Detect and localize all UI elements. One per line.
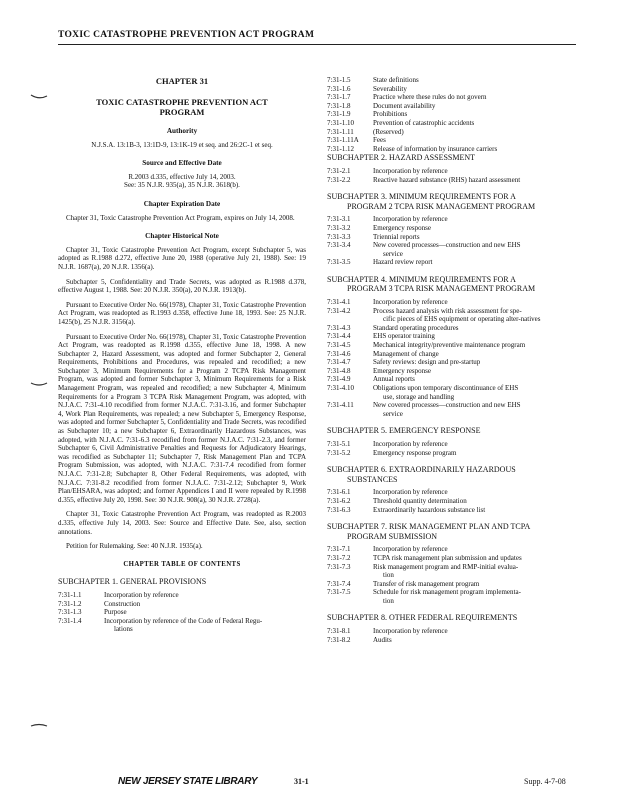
section-title-text: State definitions bbox=[373, 76, 419, 84]
section-number: 7:31-4.3 bbox=[327, 323, 351, 332]
chapter-title: TOXIC CATASTROPHE PREVENTION ACT PROGRAM bbox=[96, 97, 268, 117]
section-number: 7:31-5.2 bbox=[327, 448, 351, 457]
section-number: 7:31-4.4 bbox=[327, 332, 351, 341]
section-title bbox=[373, 449, 585, 458]
section-number: 7:31-3.3 bbox=[327, 232, 351, 241]
toc-entry bbox=[327, 350, 585, 359]
section-number: 7:31-1.3 bbox=[58, 608, 82, 617]
subchapter-heading bbox=[327, 275, 585, 294]
section-title-text: Severability bbox=[373, 84, 407, 93]
section-title bbox=[373, 367, 585, 376]
section-title-text: Process hazard analysis with risk assessment for spe- bbox=[373, 306, 522, 315]
section-title bbox=[373, 375, 585, 384]
subchapter-heading-text: SUBCHAPTER 7. RISK MANAGEMENT PLAN AND TCPA bbox=[327, 522, 531, 532]
section-title bbox=[373, 580, 585, 589]
margin-mark bbox=[30, 722, 48, 728]
toc-entry bbox=[327, 298, 585, 307]
toc-entry bbox=[327, 375, 585, 384]
toc-continued-entries bbox=[327, 76, 585, 153]
section-number: 7:31-1.5 bbox=[327, 76, 351, 84]
historical-paragraph: Chapter 31, Toxic Catastrophe Prevention Act Program, except Subchapter 5, was adopted as R.1988 d.272, effective June 20, 1988 (operative July 21, 1988). See: 19 N.J.R. 1687(a), 20 N.J.R. 1356(a). bbox=[58, 245, 306, 271]
section-title-continued: use, storage and handling bbox=[383, 392, 455, 401]
toc-entry bbox=[327, 449, 585, 458]
section-title-text: Incorporation by reference bbox=[373, 439, 448, 448]
section-title-text: Schedule for risk management program implementa- bbox=[373, 588, 521, 597]
toc-entry bbox=[58, 600, 306, 609]
section-title-text: Fees bbox=[373, 136, 386, 145]
section-title-text: Prohibitions bbox=[373, 110, 408, 119]
section-number: 7:31-4.9 bbox=[327, 375, 351, 384]
section-number: 7:31-4.2 bbox=[327, 306, 351, 315]
section-title bbox=[373, 93, 585, 102]
subchapter-heading-text: SUBCHAPTER 4. MINIMUM REQUIREMENTS FOR A bbox=[327, 274, 516, 284]
section-number: 7:31-8.2 bbox=[327, 635, 351, 644]
section-number: 7:31-1.6 bbox=[327, 84, 351, 93]
section-number: 7:31-6.1 bbox=[327, 488, 351, 497]
section-number: 7:31-8.1 bbox=[327, 627, 351, 636]
toc-entry bbox=[327, 627, 585, 636]
page-number: 31-1 bbox=[294, 777, 309, 786]
section-title-text: Emergency response bbox=[373, 223, 431, 232]
toc-entry bbox=[58, 608, 306, 617]
toc-entry bbox=[327, 76, 585, 85]
toc-entry bbox=[58, 617, 306, 634]
section-title-text: Emergency response program bbox=[373, 448, 457, 457]
section-title bbox=[373, 384, 585, 401]
library-stamp: NEW JERSEY STATE LIBRARY bbox=[118, 776, 258, 787]
section-number: 7:31-3.1 bbox=[327, 215, 351, 224]
section-number: 7:31-3.2 bbox=[327, 223, 351, 232]
toc-entry bbox=[327, 119, 585, 128]
section-title-text: Audits bbox=[373, 635, 392, 644]
toc-entry bbox=[327, 401, 585, 418]
section-title bbox=[373, 627, 585, 636]
expiration-text: Chapter 31, Toxic Catastrophe Prevention Act Program, expires on July 14, 2008. bbox=[66, 213, 295, 222]
section-title bbox=[373, 324, 585, 333]
section-title-text: Incorporation by reference bbox=[104, 590, 179, 599]
subchapter-heading-text: SUBCHAPTER 5. EMERGENCY RESPONSE bbox=[327, 426, 481, 436]
subchapter-heading bbox=[58, 577, 306, 587]
section-title bbox=[373, 497, 585, 506]
toc-entry bbox=[327, 110, 585, 119]
toc-entry bbox=[327, 215, 585, 224]
section-title bbox=[373, 258, 585, 267]
section-number: 7:31-1.11A bbox=[327, 136, 359, 145]
toc-entry bbox=[327, 384, 585, 401]
section-number: 7:31-4.1 bbox=[327, 298, 351, 307]
section-title-continued: service bbox=[383, 249, 403, 258]
section-title bbox=[373, 440, 585, 449]
section-number: 7:31-1.7 bbox=[327, 93, 351, 102]
subchapter-heading bbox=[327, 522, 585, 541]
section-number: 7:31-1.1 bbox=[58, 590, 82, 599]
section-title bbox=[104, 608, 306, 617]
historical-paragraph: Subchapter 5, Confidentiality and Trade Secrets, was adopted as R.1988 d.378, effective August 1, 1988. See: 20 N.J.R. 350(a), 20 N.J.R. 1913(b). bbox=[58, 277, 306, 295]
section-title bbox=[373, 307, 585, 324]
toc-entry bbox=[327, 145, 585, 154]
section-title-text: New covered processes—construction and new EHS bbox=[373, 241, 521, 250]
section-title-text: Release of information by insurance carriers bbox=[373, 144, 498, 153]
section-title-text: Safety reviews: design and pre-startup bbox=[373, 358, 481, 367]
section-title bbox=[373, 545, 585, 554]
toc-entry bbox=[327, 324, 585, 333]
toc-entry bbox=[327, 93, 585, 102]
section-title-text: Triennial reports bbox=[373, 232, 420, 241]
toc-entry bbox=[327, 545, 585, 554]
source-line-2: See: 35 N.J.R. 935(a), 35 N.J.R. 3618(b). bbox=[124, 181, 240, 190]
section-title bbox=[373, 215, 585, 224]
section-title-text: Reactive hazard substance (RHS) hazard assessment bbox=[373, 175, 521, 184]
section-number: 7:31-1.11 bbox=[327, 127, 354, 136]
section-title bbox=[373, 554, 585, 563]
section-number: 7:31-7.1 bbox=[327, 545, 351, 554]
section-number: 7:31-3.4 bbox=[327, 241, 351, 250]
section-title bbox=[373, 119, 585, 128]
section-number: 7:31-6.2 bbox=[327, 496, 351, 505]
section-title-continued: lations bbox=[114, 625, 133, 634]
authority-heading: Authority bbox=[166, 127, 198, 135]
section-title bbox=[104, 591, 306, 600]
section-number: 7:31-7.5 bbox=[327, 588, 351, 597]
section-title bbox=[373, 488, 585, 497]
section-number: 7:31-7.2 bbox=[327, 553, 351, 562]
section-number: 7:31-2.1 bbox=[327, 166, 351, 175]
section-number: 7:31-1.2 bbox=[58, 599, 82, 608]
section-title bbox=[104, 617, 306, 634]
left-column bbox=[58, 76, 306, 634]
toc-entry bbox=[327, 497, 585, 506]
subchapter-heading bbox=[327, 426, 585, 436]
section-title bbox=[373, 136, 585, 145]
section-number: 7:31-4.7 bbox=[327, 358, 351, 367]
section-number: 7:31-1.8 bbox=[327, 101, 351, 110]
section-number: 7:31-1.12 bbox=[327, 144, 355, 153]
right-column bbox=[327, 76, 585, 644]
section-number: 7:31-5.1 bbox=[327, 439, 351, 448]
toc-entry bbox=[327, 176, 585, 185]
section-title bbox=[373, 102, 585, 111]
subchapter-heading-text: SUBCHAPTER 8. OTHER FEDERAL REQUIREMENTS bbox=[327, 613, 518, 623]
section-title bbox=[373, 145, 585, 154]
section-title-text: Prevention of catastrophic accidents bbox=[373, 118, 475, 127]
section-title bbox=[373, 350, 585, 359]
section-title bbox=[373, 241, 585, 258]
section-title-text: Construction bbox=[104, 599, 141, 608]
historical-heading: Chapter Historical Note bbox=[145, 232, 219, 241]
section-title bbox=[373, 167, 585, 176]
toc-entry bbox=[58, 591, 306, 600]
historical-paragraph: Pursuant to Executive Order No. 66(1978), Chapter 31, Toxic Catastrophe Prevention Act Program, was readopted as R.1993 d.358, effective June 18, 1993. See: 25 N.J.R. 1425(b), 25 N.J.R. 3156(a). bbox=[58, 300, 306, 326]
supplement-date: Supp. 4-7-08 bbox=[524, 777, 566, 786]
section-number: 7:31-7.3 bbox=[327, 562, 351, 571]
subchapter-heading-continued: SUBSTANCES bbox=[347, 474, 398, 484]
toc-entry bbox=[327, 440, 585, 449]
running-head: TOXIC CATASTROPHE PREVENTION ACT PROGRAM bbox=[58, 30, 315, 40]
toc-entry bbox=[327, 506, 585, 515]
toc-entry bbox=[327, 85, 585, 94]
margin-mark bbox=[30, 381, 48, 387]
subchapter-heading-text: SUBCHAPTER 3. MINIMUM REQUIREMENTS FOR A bbox=[327, 192, 516, 202]
section-title-text: Incorporation by reference bbox=[373, 488, 448, 497]
section-number: 7:31-1.9 bbox=[327, 110, 351, 119]
section-title bbox=[373, 176, 585, 185]
historical-paragraph: Petition for Rulemaking. See: 40 N.J.R. 1935(a). bbox=[66, 542, 203, 551]
section-title-text: New covered processes—construction and new EHS bbox=[373, 401, 521, 410]
section-title-text: Incorporation by reference bbox=[373, 215, 448, 224]
section-title-text: Emergency response bbox=[373, 366, 431, 375]
toc-entry bbox=[327, 102, 585, 111]
toc-entry bbox=[327, 358, 585, 367]
section-number: 7:31-4.11 bbox=[327, 401, 354, 410]
section-title-text: Annual reports bbox=[373, 375, 415, 384]
section-title-continued: tion bbox=[383, 571, 394, 580]
section-title bbox=[373, 358, 585, 367]
section-number: 7:31-7.4 bbox=[327, 579, 351, 588]
margin-mark bbox=[30, 93, 48, 99]
section-title-text: Practice where these rules do not govern bbox=[373, 93, 487, 102]
subchapter-heading bbox=[327, 153, 585, 163]
toc-entry bbox=[327, 332, 585, 341]
section-title-text: Mechanical integrity/preventive maintenance program bbox=[373, 341, 526, 350]
section-title bbox=[373, 85, 585, 94]
section-title bbox=[373, 224, 585, 233]
toc-entry bbox=[327, 341, 585, 350]
section-title bbox=[373, 588, 585, 605]
toc-heading: CHAPTER TABLE OF CONTENTS bbox=[123, 560, 241, 568]
toc-entry bbox=[327, 233, 585, 242]
section-title bbox=[373, 76, 585, 85]
section-number: 7:31-4.8 bbox=[327, 366, 351, 375]
section-title-text: Transfer of risk management program bbox=[373, 579, 480, 588]
section-title bbox=[373, 298, 585, 307]
section-title-text: TCPA risk management plan submission and updates bbox=[373, 553, 522, 562]
toc-entry bbox=[327, 241, 585, 258]
section-number: 7:31-4.10 bbox=[327, 384, 355, 392]
historical-paragraph: Pursuant to Executive Order No. 66(1978), Chapter 31, Toxic Catastrophe Prevention Act Program, was readopted as R.1998 d.355, effective June 18, 1998. A new Subchapter 2, Hazard Assessment, was adopted and former Subchapter 2, General Requirements, Prohibitions and Procedures, was repealed and recodified; a new Subchapter 3, Minimum Requirements for a Program 2 TCPA Risk Management Program, was adopted and former Subchapter 3, Minimum Requirements for a Risk Management Program, was repealed and recodified; a new Subchapter 4, Minimum Requirements for a Program 3 TCPA Risk Management Program, was adopted, with N.J.A.C. 7:31-4.10 recodified from former N.J.A.C. 7:31-3.16, and former Subchapter 4, Work Plan Requirements, was repealed; a new Subchapter 5, Emergency Response, was adopted and former Subchapter 5, Confidentiality and Trade Secrets, was recodified as Subchapter 10; a new Subchapter 6, Extraordinarily Hazardous Substances, was adopted, with N.J.A.C. 7:31-6.3 recodified from former N.J.A.C. 7:31-2.3, and former Subchapter 6, Civil Administrative Penalties and Requests for Adjudicatory Hearings, was recodified as Subchapter 11; Subchapter 7, Risk Management Plan and TCPA Program Submission, was adopted, with N.J.A.C. 7:31-7.4 recodified from former N.J.A.C. 7:31-2.8; Subchapter 8, Other Federal Requirements, was adopted, with N.J.A.C. 7:31-8.2 recodified from former N.J.A.C. 7:31-2.12; Subchapter 9, Work Plan/EHSARA, was adopted; and former Appendices I and II were repealed by R.1998 d.355, effective July 20, 1998. See: 30 N.J.R. 908(a), 30 N.J.R. 2728(a). bbox=[58, 332, 306, 504]
historical-paragraph: Chapter 31, Toxic Catastrophe Prevention Act Program, was readopted as R.2003 d.335, effective July 14, 2003. See: Source and Effective Date. See, also, section annotations. bbox=[58, 510, 306, 536]
section-title bbox=[373, 636, 585, 645]
section-number: 7:31-4.6 bbox=[327, 349, 351, 358]
toc-entry bbox=[327, 554, 585, 563]
section-title-text: Incorporation by reference bbox=[373, 166, 448, 175]
subchapter-heading-continued: PROGRAM 2 TCPA RISK MANAGEMENT PROGRAM bbox=[347, 201, 536, 211]
section-title bbox=[373, 506, 585, 515]
toc-entry bbox=[327, 128, 585, 137]
header-rule bbox=[58, 44, 576, 45]
section-title bbox=[373, 332, 585, 341]
section-number: 7:31-3.5 bbox=[327, 258, 351, 267]
section-title-text: Incorporation by reference bbox=[373, 627, 448, 636]
subchapter-heading-text: SUBCHAPTER 1. GENERAL PROVISIONS bbox=[58, 577, 207, 587]
section-title-text: EHS operator training bbox=[373, 332, 435, 341]
chapter-number: CHAPTER 31 bbox=[155, 76, 209, 86]
section-title bbox=[373, 401, 585, 418]
subchapter-heading bbox=[327, 465, 585, 484]
toc-entry bbox=[327, 307, 585, 324]
source-heading: Source and Effective Date bbox=[142, 159, 222, 168]
toc-entry bbox=[327, 563, 585, 580]
subchapter-heading-text: SUBCHAPTER 2. HAZARD ASSESSMENT bbox=[327, 153, 476, 163]
section-title-text: Obligations upon temporary discontinuance of EHS bbox=[373, 384, 519, 392]
section-title-text: Management of change bbox=[373, 349, 439, 358]
section-title-text: Extraordinarily hazardous substance list bbox=[373, 505, 486, 514]
source-line-1: R.2003 d.335, effective July 14, 2003. bbox=[128, 172, 236, 181]
authority-text: N.J.S.A. 13:1B-3, 13:1D-9, 13:1K-19 et seq. and 26:2C-1 et seq. bbox=[91, 140, 273, 149]
toc-entry bbox=[327, 636, 585, 645]
section-title-text: Purpose bbox=[104, 608, 127, 617]
section-number: 7:31-1.4 bbox=[58, 616, 82, 625]
section-title-continued: service bbox=[383, 409, 403, 418]
section-number: 7:31-4.5 bbox=[327, 341, 351, 350]
toc-entry bbox=[327, 167, 585, 176]
subchapter-heading bbox=[327, 192, 585, 211]
section-title bbox=[373, 563, 585, 580]
toc-entry bbox=[327, 367, 585, 376]
section-title-text: Threshold quantity determination bbox=[373, 496, 467, 505]
toc-entry bbox=[327, 488, 585, 497]
section-title-text: Document availability bbox=[373, 101, 436, 110]
section-title-text: Standard operating procedures bbox=[373, 323, 459, 332]
toc-entry bbox=[327, 580, 585, 589]
subchapter-heading bbox=[327, 613, 585, 623]
section-title bbox=[104, 600, 306, 609]
section-title-text: Hazard review report bbox=[373, 258, 433, 267]
subchapter-heading-continued: PROGRAM 3 TCPA RISK MANAGEMENT PROGRAM bbox=[347, 284, 536, 294]
section-title-text: Risk management program and RMP-initial evalua- bbox=[373, 562, 519, 571]
section-number: 7:31-1.10 bbox=[327, 118, 355, 127]
section-title-continued: tion bbox=[383, 596, 394, 605]
section-title bbox=[373, 341, 585, 350]
section-title bbox=[373, 128, 585, 137]
expiration-heading: Chapter Expiration Date bbox=[143, 199, 221, 208]
section-title-text: Incorporation by reference bbox=[373, 298, 448, 307]
section-number: 7:31-6.3 bbox=[327, 505, 351, 514]
section-number: 7:31-2.2 bbox=[327, 175, 351, 184]
subchapter-heading-continued: PROGRAM SUBMISSION bbox=[347, 531, 438, 541]
section-title-text: Incorporation by reference of the Code of Federal Regu- bbox=[104, 616, 263, 625]
section-title-text: Incorporation by reference bbox=[373, 545, 448, 554]
toc-entry bbox=[327, 258, 585, 267]
left-toc bbox=[58, 577, 306, 634]
toc-entry bbox=[327, 588, 585, 605]
toc-entry bbox=[327, 224, 585, 233]
right-toc bbox=[327, 153, 585, 644]
section-title bbox=[373, 233, 585, 242]
section-title bbox=[373, 110, 585, 119]
section-title-continued: cific pieces of EHS equipment or operating alter-natives bbox=[383, 315, 541, 324]
toc-entry bbox=[327, 136, 585, 145]
subchapter-heading-text: SUBCHAPTER 6. EXTRAORDINARILY HAZARDOUS bbox=[327, 465, 516, 475]
section-title-text: (Reserved) bbox=[373, 127, 404, 136]
